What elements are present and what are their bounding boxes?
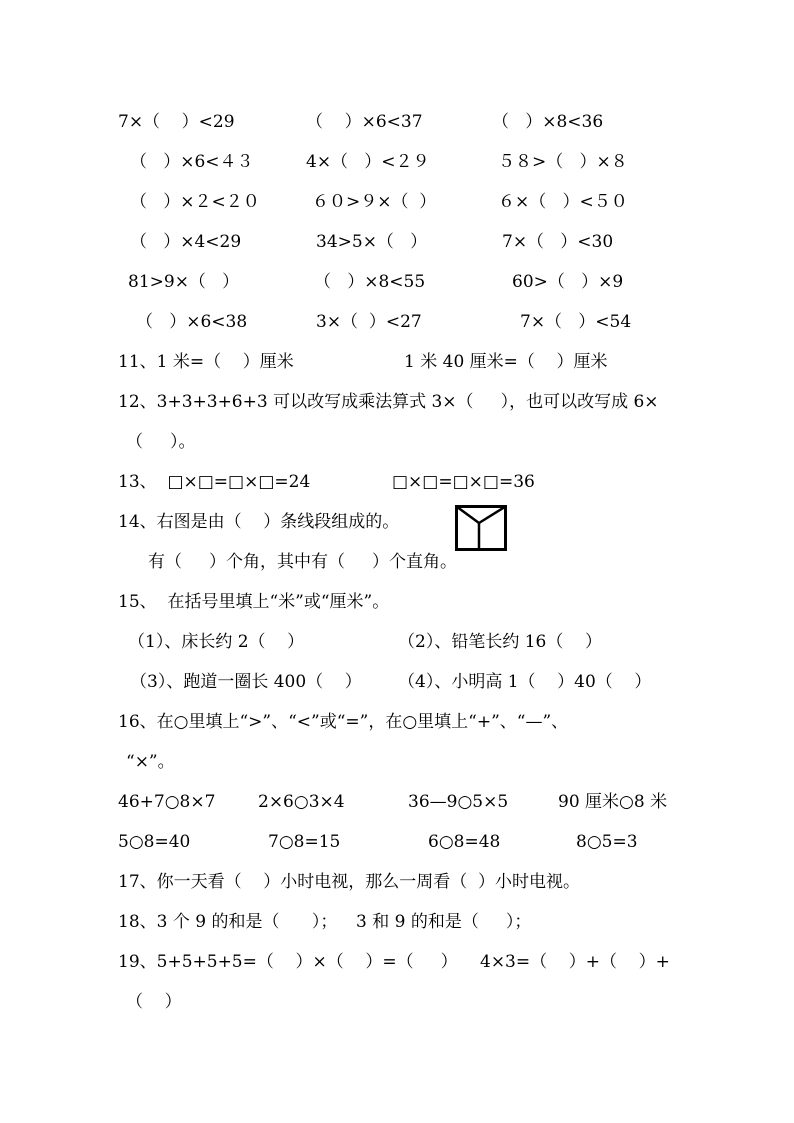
question-15-item-4: （4）、小明高 1（ ）40（ ） — [398, 672, 652, 692]
ineq-4-1: （ ）×4<29 — [130, 232, 242, 252]
compare-1-1: 46+7○8×7 — [118, 792, 216, 812]
ineq-5-1: 81>9×（ ） — [128, 272, 240, 292]
question-18-a: 18、3 个 9 的和是（ ）； — [118, 912, 338, 932]
ineq-3-1: （ ）×２<２０ — [130, 192, 260, 212]
question-16-line1: 16、在○里填上“>”、“<”或“=”，在○里填上“+”、“—”、 — [118, 712, 569, 732]
ineq-5-2: （ ）×8<55 — [314, 272, 426, 292]
question-15-title: 15、 在括号里填上“米”或“厘米”。 — [118, 592, 390, 612]
ineq-6-3: 7×（ ）<54 — [520, 312, 632, 332]
ineq-6-1: （ ）×6<38 — [136, 312, 248, 332]
question-16-line2: “×”。 — [126, 752, 175, 772]
ineq-1-1: 7×（ ）<29 — [118, 112, 235, 132]
question-12-line2: （ ）。 — [126, 432, 196, 452]
compare-2-2: 7○8=15 — [268, 832, 341, 852]
compare-2-4: 8○5=3 — [576, 832, 638, 852]
ineq-1-3: （ ）×8<36 — [492, 112, 604, 132]
ineq-4-3: 7×（ ）<30 — [502, 232, 614, 252]
line-segment-figure — [455, 505, 507, 551]
ineq-5-3: 60>（ ）×9 — [512, 272, 624, 292]
ineq-3-3: ６×（ ）<５０ — [498, 192, 628, 212]
question-19-a: 19、5+5+5+5=（ ）×（ ）=（ ） — [118, 952, 458, 972]
question-15-item-2: （2）、铅笔长约 16（ ） — [398, 632, 602, 652]
question-13-b: □×□=□×□=36 — [392, 472, 535, 492]
question-11-b: 1 米 40 厘米=（ ）厘米 — [404, 352, 608, 372]
question-19-b: 4×3=（ ）+（ ）+ — [480, 952, 670, 972]
ineq-4-2: 34>5×（ ） — [316, 232, 428, 252]
ineq-1-2: （ ）×6<37 — [306, 112, 423, 132]
question-13-a: 13、 □×□=□×□=24 — [118, 472, 311, 492]
question-14-line1: 14、右图是由（ ）条线段组成的。 — [118, 512, 400, 532]
question-18-b: 3 和 9 的和是（ ）； — [356, 912, 532, 932]
compare-1-3: 36—9○5×5 — [408, 792, 509, 812]
question-17: 17、你一天看（ ）小时电视，那么一周看（ ）小时电视。 — [118, 872, 581, 892]
ineq-2-1: （ ）×6<４３ — [130, 152, 254, 172]
ineq-3-2: ６０>９×（ ） — [312, 192, 437, 212]
question-12-line1: 12、3+3+3+6+3 可以改写成乘法算式 3×（ ），也可以改写成 6× — [118, 392, 659, 412]
ineq-2-2: 4×（ ）<２９ — [306, 152, 430, 172]
compare-2-1: 5○8=40 — [118, 832, 191, 852]
ineq-6-2: 3×（ ）<27 — [316, 312, 422, 332]
question-11-a: 11、1 米=（ ）厘米 — [118, 352, 294, 372]
compare-1-4: 90 厘米○8 米 — [558, 792, 668, 812]
compare-1-2: 2×6○3×4 — [258, 792, 345, 812]
question-15-item-3: （3）、跑道一圈长 400（ ） — [130, 672, 362, 692]
question-15-item-1: （1）、床长约 2（ ） — [128, 632, 305, 652]
ineq-2-3: ５８>（ ）×８ — [498, 152, 628, 172]
question-19-line2: （ ） — [126, 992, 182, 1012]
compare-2-3: 6○8=48 — [428, 832, 501, 852]
question-14-line2: 有（ ）个角，其中有（ ）个直角。 — [148, 552, 458, 572]
